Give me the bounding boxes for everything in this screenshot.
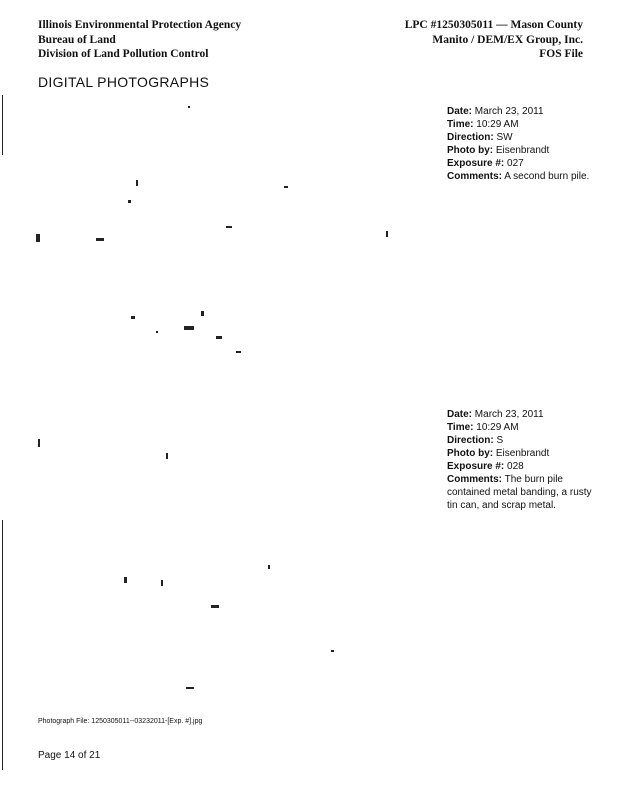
direction-value: S [496, 435, 504, 446]
photo-1-area [36, 96, 416, 401]
time-value: 10:29 AM [476, 119, 519, 130]
comments-value: The burn pile contained metal banding, a rusty tin can, and scrap metal. [447, 474, 592, 511]
file-type: FOS File [539, 48, 583, 60]
site-header [405, 18, 583, 62]
time-label: Time: [447, 422, 474, 433]
photo-1-details [447, 105, 597, 183]
bureau-name: Bureau of Land [38, 33, 116, 46]
exposure-value: 027 [507, 158, 524, 169]
exposure-label: Exposure #: [447, 461, 505, 472]
date-value: March 23, 2011 [474, 409, 544, 420]
photo-by-value: Eisenbrandt [495, 145, 550, 156]
photograph-file-name: Photograph File: 1250305011--03232011-[Exp. #].jpg [38, 718, 203, 725]
photo-2-area [36, 405, 416, 710]
scan-edge-line [2, 520, 3, 770]
direction-label: Direction: [447, 435, 494, 446]
exposure-value: 028 [507, 461, 524, 472]
direction-value: SW [496, 132, 513, 143]
page-number: Page 14 of 21 [38, 750, 101, 761]
date-label: Date: [447, 106, 473, 117]
comments-label: Comments: [447, 171, 503, 182]
direction-label: Direction: [447, 132, 494, 143]
exposure-label: Exposure #: [447, 158, 505, 169]
comments-value: A second burn pile. [504, 171, 590, 182]
section-title: DIGITAL PHOTOGRAPHS [38, 74, 210, 90]
division-name: Division of Land Pollution Control [38, 48, 209, 60]
time-label: Time: [447, 119, 474, 130]
lpc-number: LPC #1250305011 — Mason County [404, 19, 583, 31]
photo-by-label: Photo by: [447, 145, 494, 156]
photo-by-label: Photo by: [447, 448, 494, 459]
scan-edge-line [2, 95, 3, 155]
agency-name: Illinois Environmental Protection Agency [38, 19, 242, 31]
date-value: March 23, 2011 [474, 106, 544, 117]
photo-by-value: Eisenbrandt [495, 448, 550, 459]
comments-label: Comments: [447, 474, 503, 485]
time-value: 10:29 AM [476, 422, 519, 433]
site-name: Manito / DEM/EX Group, Inc. [432, 33, 583, 46]
date-label: Date: [447, 409, 473, 420]
agency-header [38, 18, 241, 62]
photo-2-details [447, 408, 597, 512]
